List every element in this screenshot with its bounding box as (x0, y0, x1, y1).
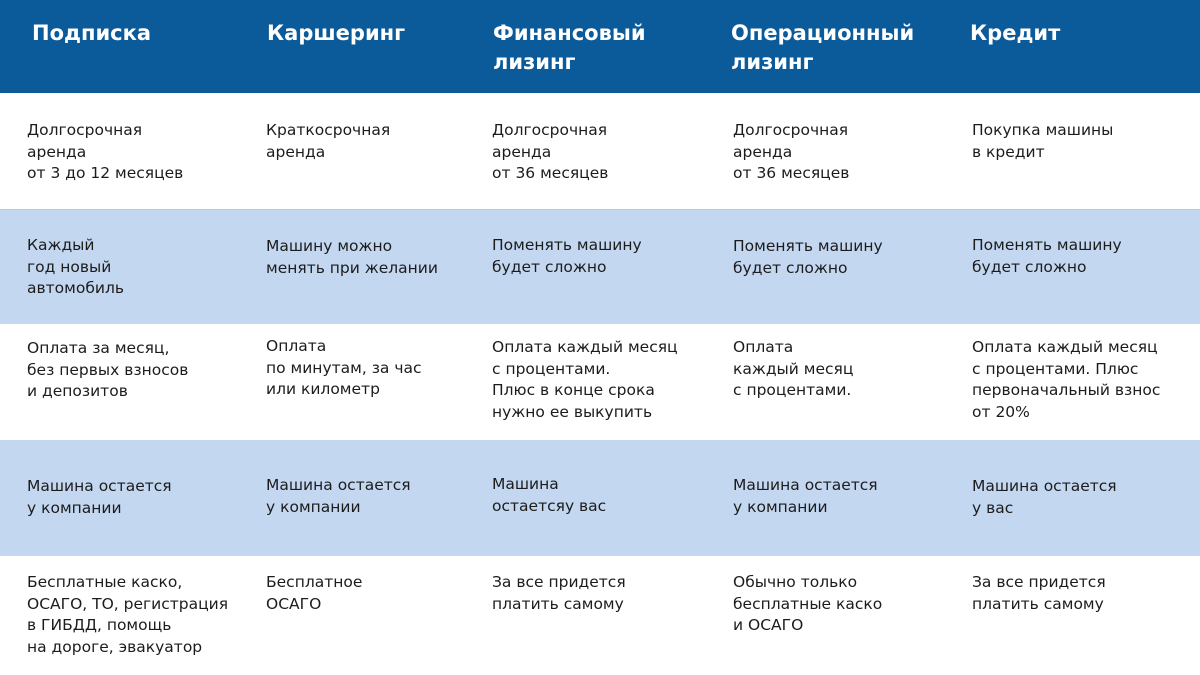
header-credit: Кредит (970, 21, 1061, 45)
table-cell: Бесплатное ОСАГО (266, 573, 363, 613)
table-cell: Машина остается у вас (972, 477, 1117, 517)
table-cell: За все придется платить самому (972, 573, 1106, 613)
header-subscription: Подписка (32, 21, 152, 45)
table-cell: Долгосрочная аренда от 36 месяцев (492, 121, 609, 182)
table-cell: Краткосрочная аренда (266, 121, 391, 161)
table-header (0, 0, 1200, 93)
table-cell: Машину можно менять при желании (266, 237, 438, 277)
table-cell: Машина остается у компании (733, 476, 878, 516)
table-cell: Поменять машину будет сложно (492, 236, 642, 276)
table-cell: Поменять машину будет сложно (972, 236, 1122, 276)
header-carsharing: Каршеринг (267, 21, 406, 45)
table-row (0, 556, 1200, 675)
table-cell: Бесплатные каско, ОСАГО, ТО, регистрация в ГИБДД, помощь на дороге, эвакуатор (27, 573, 229, 656)
header-operational-leasing: Операционный лизинг (731, 21, 915, 74)
table-cell: Покупка машины в кредит (972, 121, 1114, 161)
table-row (0, 440, 1200, 556)
table-cell: Обычно только бесплатные каско и ОСАГО (733, 573, 883, 634)
table-cell: Долгосрочная аренда от 3 до 12 месяцев (27, 121, 184, 182)
table-cell: Оплата каждый месяц с процентами. (733, 338, 854, 399)
table-cell: Оплата каждый месяц с процентами. Плюс в конце срока нужно ее выкупить (492, 338, 678, 421)
table-cell: За все придется платить самому (492, 573, 626, 613)
table-row (0, 210, 1200, 324)
table-cell: Машина остается у компании (266, 476, 411, 516)
table-cell: Оплата каждый месяц с процентами. Плюс первоначальный взнос от 20% (972, 338, 1161, 421)
table-cell: Машина остается у компании (27, 477, 172, 517)
table-cell: Долгосрочная аренда от 36 месяцев (733, 121, 850, 182)
table-row (0, 93, 1200, 209)
table-cell: Каждый год новый автомобиль (27, 236, 124, 297)
table-cell: Машина остаетсяу вас (492, 475, 607, 515)
table-cell: Поменять машину будет сложно (733, 237, 883, 277)
table-cell: Оплата по минутам, за час или километр (266, 337, 422, 398)
table-cell: Оплата за месяц, без первых взносов и депозитов (27, 339, 189, 400)
table-row (0, 324, 1200, 440)
header-financial-leasing: Финансовый лизинг (493, 21, 646, 74)
